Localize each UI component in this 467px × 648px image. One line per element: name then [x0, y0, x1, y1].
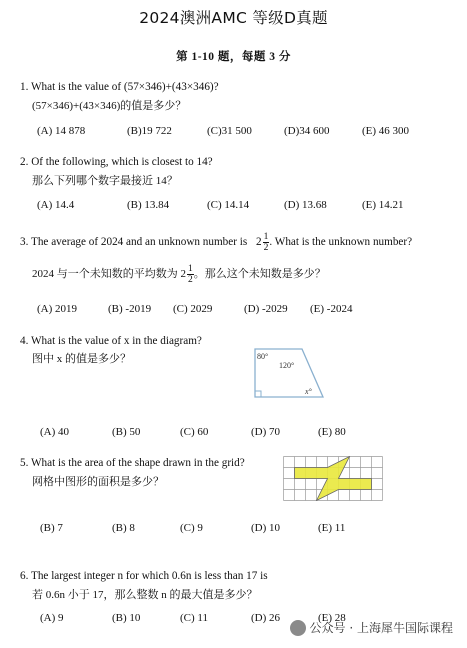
q6-option-c: (C) 11	[180, 612, 209, 624]
wechat-icon	[290, 620, 306, 636]
q1-option-d: (D)34 600	[284, 125, 330, 137]
q5-option-b1: (B) 7	[40, 522, 63, 534]
q4-option-d: (D) 70	[251, 426, 281, 438]
q6-option-a: (A) 9	[40, 612, 64, 624]
q3-en-post: . What is the unknown number?	[269, 236, 413, 249]
q2-text	[20, 155, 213, 169]
q2-option-b: (B) 13.84	[127, 199, 170, 211]
q5-en: What is the area of the shape drawn in the grid?	[31, 457, 245, 469]
q4-en: What is the value of x in the diagram?	[31, 335, 202, 347]
q6-option-d: (D) 26	[251, 612, 281, 624]
q4-option-a: (A) 40	[40, 426, 70, 438]
q5-grid-figure	[283, 456, 383, 501]
q3-option-a: (A) 2019	[37, 303, 78, 315]
q4-text	[20, 334, 202, 348]
q5-number: 5.	[20, 457, 29, 469]
q1-option-b: (B)19 722	[127, 125, 172, 137]
q2-option-d: (D) 13.68	[284, 199, 327, 211]
q4-option-c: (C) 60	[180, 426, 209, 438]
q3-zh-fraction	[187, 264, 194, 285]
q5-zh: 网格中图形的面积是多少？	[32, 476, 164, 488]
section-title: 第 1-10 题，每题 3 分	[176, 51, 291, 63]
doc-title: 2024澳洲AMC 等级D真题	[139, 9, 328, 27]
q2-zh: 那么下列哪个数字最接近 14？	[32, 175, 178, 187]
q5-yellow-shape	[295, 457, 372, 501]
q3-zh-pre: 2024 与一个未知数的平均数为 2	[32, 268, 186, 281]
q2-option-e: (E) 14.21	[362, 199, 404, 211]
q4-angle-120-label: 120°	[279, 361, 295, 370]
q3-fraction-numerator: 1	[263, 232, 269, 242]
q3-option-e: (E) -2024	[310, 303, 353, 315]
q4-zh: 图中 x 的值是多少？	[32, 353, 131, 365]
q3-option-c: (C) 2029	[173, 303, 213, 315]
q5-option-b2: (B) 8	[112, 522, 135, 534]
q3-zh-fraction-denominator: 2	[188, 275, 193, 285]
q5-text	[20, 456, 245, 470]
q3-mixed-whole: 2	[256, 236, 262, 249]
q6-en: The largest integer n for which 0.6n is less than 17 is	[31, 570, 268, 582]
q2-number: 2.	[20, 156, 29, 168]
q1-zh: (57×346)+(43×346)的值是多少？	[32, 100, 187, 112]
watermark	[290, 619, 453, 637]
q4-right-angle-mark	[255, 391, 261, 397]
q1-text	[20, 80, 219, 94]
q3-en-pre: The average of 2024 and an unknown number is	[31, 236, 248, 249]
q5-option-e: (E) 11	[318, 522, 346, 534]
q1-option-e: (E) 46 300	[362, 125, 410, 137]
q1-option-a: (A) 14 878	[37, 125, 86, 137]
q4-angle-80-label: 80°	[257, 352, 269, 361]
q4-option-e: (E) 80	[318, 426, 346, 438]
q6-text	[20, 569, 268, 583]
q1-en: What is the value of (57×346)+(43×346)?	[31, 81, 219, 93]
watermark-text: 公众号 · 上海犀牛国际课程	[309, 620, 453, 635]
q1-option-c: (C)31 500	[207, 125, 252, 137]
q3-text	[20, 232, 412, 253]
q4-angle-x-label: x°	[305, 387, 312, 396]
q6-option-b: (B) 10	[112, 612, 141, 624]
q3-option-b: (B) -2019	[108, 303, 152, 315]
q2-en: Of the following, which is closest to 14?	[31, 156, 213, 168]
q4-number: 4.	[20, 335, 29, 347]
q3-zh-fraction-numerator: 1	[188, 264, 193, 274]
q3-option-d: (D) -2029	[244, 303, 288, 315]
q2-option-c: (C) 14.14	[207, 199, 250, 211]
q6-option-e: (E) 28	[318, 612, 346, 624]
q5-option-d: (D) 10	[251, 522, 281, 534]
q5-option-c: (C) 9	[180, 522, 203, 534]
q4-quadrilateral-diagram	[248, 345, 333, 401]
q6-number: 6.	[20, 570, 29, 582]
q3-fraction-denominator: 2	[263, 243, 269, 253]
q3-zh-post: 。那么这个未知数是多少？	[193, 268, 326, 281]
q6-zh: 若 0.6n 小于 17，那么整数 n 的最大值是多少？	[32, 589, 258, 601]
q2-option-a: (A) 14.4	[37, 199, 75, 211]
q3-number: 3.	[20, 236, 29, 249]
q4-option-b: (B) 50	[112, 426, 141, 438]
q1-number: 1.	[20, 81, 29, 93]
q3-zh	[32, 264, 326, 285]
